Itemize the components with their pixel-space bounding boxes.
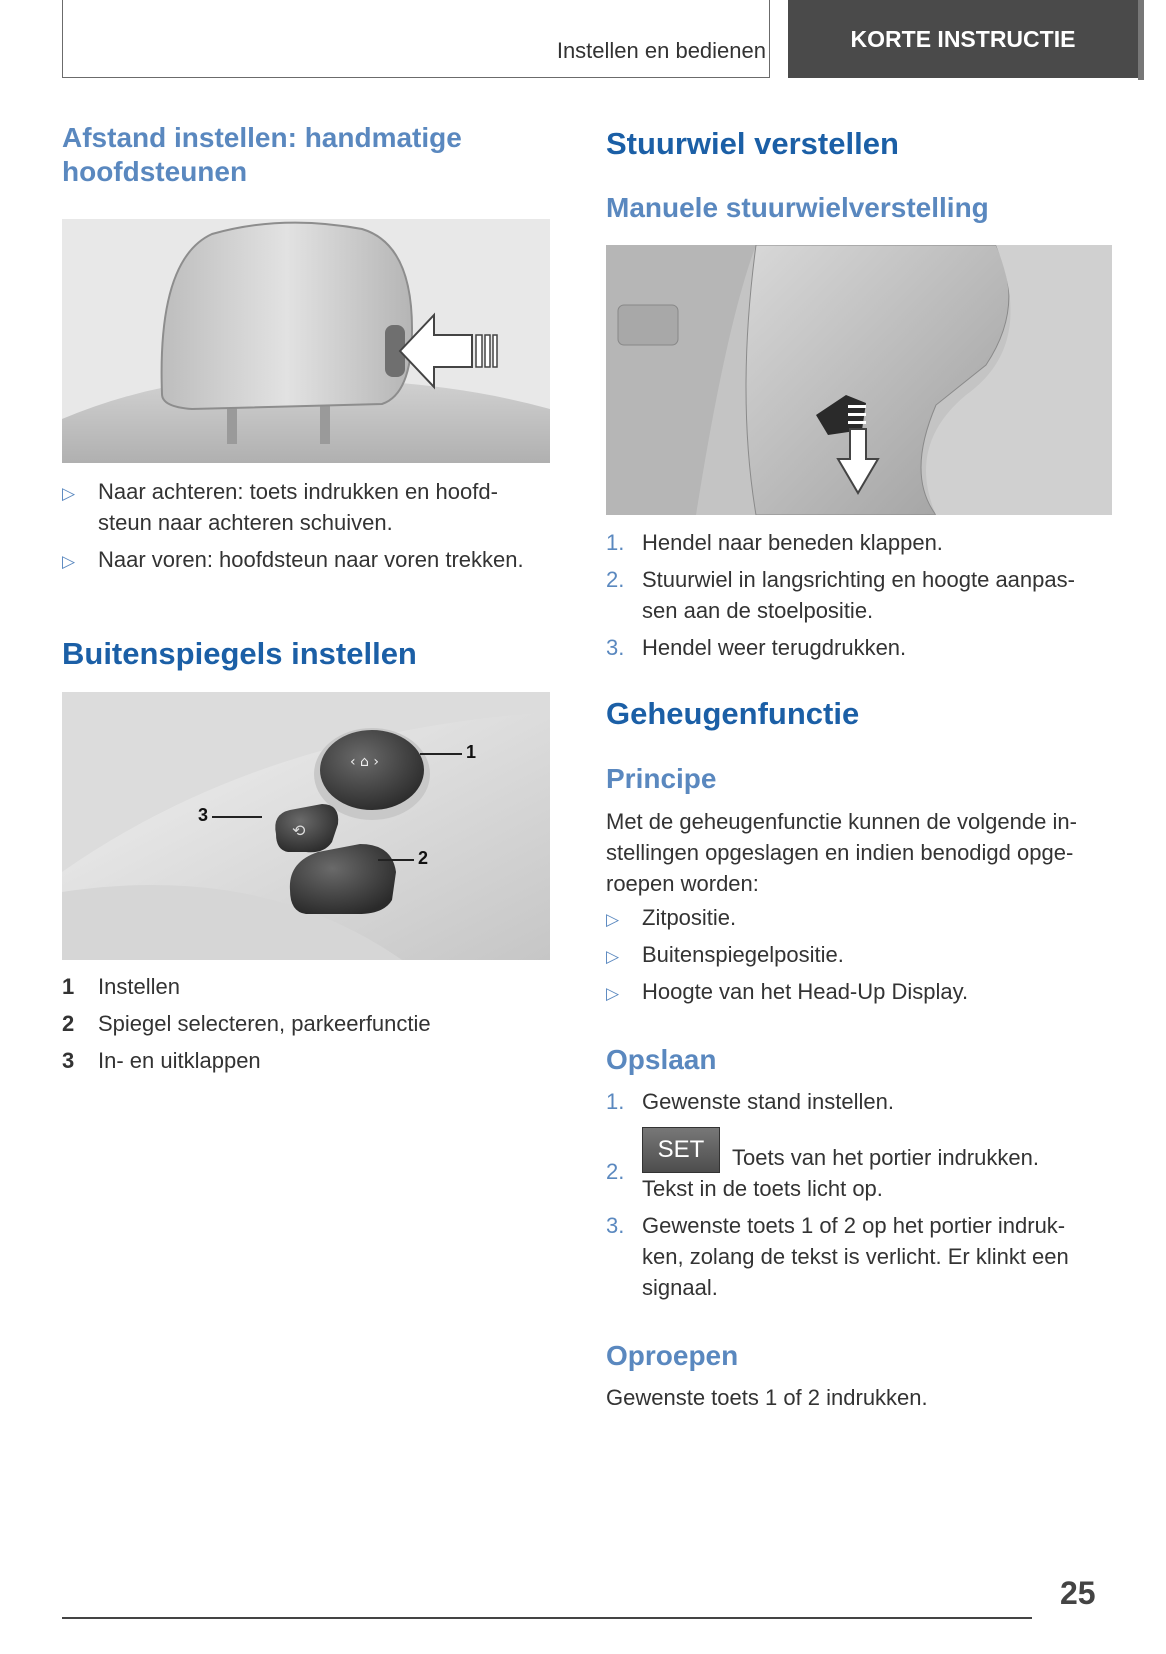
header-section-title: Instellen en bedienen xyxy=(556,38,766,63)
list-item xyxy=(606,564,1106,626)
triangle-bullet-icon: ▷ xyxy=(606,910,620,929)
triangle-bullet-icon: ▷ xyxy=(606,984,620,1003)
footer-rule xyxy=(62,1617,1032,1619)
list-item xyxy=(606,1210,1106,1303)
memory-heading: Geheugenfunctie xyxy=(606,696,860,731)
store-steps xyxy=(606,1086,1106,1303)
legend-number: 3 xyxy=(62,1048,75,1073)
list-item xyxy=(606,1086,1106,1117)
steering-lever-illustration xyxy=(606,245,1112,515)
triangle-bullet-icon: ▷ xyxy=(62,484,76,503)
headrest-heading: Afstand instellen: handmatige hoofdsteunen xyxy=(62,122,462,187)
step-text: Hendel weer terugdrukken. xyxy=(642,635,907,660)
list-item xyxy=(606,939,1106,970)
list-item xyxy=(62,476,542,538)
list-item xyxy=(62,544,542,575)
bullet-text: Zitpositie. xyxy=(642,905,737,930)
step-text: Gewenste toets 1 of 2 op het portier indruk-ken, zolang de tekst is verlicht. Er klinkt een signaal. xyxy=(642,1213,1069,1300)
store-heading: Opslaan xyxy=(606,1044,717,1075)
mirror-control-illustration xyxy=(62,692,550,960)
svg-text:⟲: ⟲ xyxy=(292,821,306,840)
legend-number: 1 xyxy=(62,974,75,999)
principle-text: Met de geheugenfunctie kunnen de volgende in-stellingen opgeslagen en indien benodigd opge-roepen worden: xyxy=(606,809,1077,896)
step-text: Hendel naar beneden klappen. xyxy=(642,530,943,555)
triangle-bullet-icon: ▷ xyxy=(606,947,620,966)
bullet-text: Buitenspiegelpositie. xyxy=(642,942,844,967)
recall-text: Gewenste toets 1 of 2 indrukken. xyxy=(606,1385,928,1410)
principle-bullets xyxy=(606,902,1106,1007)
step-number: 1. xyxy=(606,530,625,555)
list-item xyxy=(62,1045,542,1076)
header-chapter-tab[interactable]: KORTE INSTRUCTIE xyxy=(788,0,1138,78)
list-item xyxy=(606,976,1106,1007)
steering-heading: Stuurwiel verstellen xyxy=(606,126,899,161)
legend-text: Instellen xyxy=(98,974,180,999)
legend-text: Spiegel selecteren, parkeerfunctie xyxy=(98,1011,431,1036)
step-number: 3. xyxy=(606,635,625,660)
step-number: 3. xyxy=(606,1213,625,1238)
step-number: 2. xyxy=(606,1159,625,1184)
step-text: Tekst in de toets licht op. xyxy=(642,1176,883,1201)
callout-3: 3 xyxy=(198,805,209,825)
step-text: Toets van het portier indrukken. xyxy=(732,1145,1039,1170)
recall-heading: Oproepen xyxy=(606,1340,739,1371)
set-button-icon: SET xyxy=(642,1127,720,1173)
steering-subheading: Manuele stuurwielverstelling xyxy=(606,192,989,223)
bullet-text: Hoogte van het Head-Up Display. xyxy=(642,979,969,1004)
headrest-bullet-back: Naar achteren: toets indrukken en hoofd-steun naar achteren schuiven. xyxy=(98,479,498,535)
mirrors-heading: Buitenspiegels instellen xyxy=(62,636,417,671)
mirrors-legend xyxy=(62,971,542,1076)
list-item xyxy=(62,971,542,1002)
header-tab-edge xyxy=(1138,0,1144,80)
triangle-bullet-icon: ▷ xyxy=(62,552,76,571)
svg-text:‹ ⌂ ›: ‹ ⌂ › xyxy=(350,754,379,770)
list-item xyxy=(606,902,1106,933)
legend-number: 2 xyxy=(62,1011,75,1036)
steering-steps xyxy=(606,527,1106,663)
principle-heading: Principe xyxy=(606,763,717,794)
legend-text: In- en uitklappen xyxy=(98,1048,261,1073)
step-text: Gewenste stand instellen. xyxy=(642,1089,894,1114)
list-item xyxy=(606,527,1106,558)
step-text: Stuurwiel in langsrichting en hoogte aanpas-sen aan de stoelpositie. xyxy=(642,567,1075,623)
headrest-bullet-list xyxy=(62,476,542,575)
headrest-illustration xyxy=(62,219,550,463)
list-item xyxy=(606,632,1106,663)
page-number: 25 xyxy=(1060,1575,1096,1611)
callout-2: 2 xyxy=(418,848,429,868)
list-item xyxy=(62,1008,542,1039)
headrest-bullet-front: Naar voren: hoofdsteun naar voren trekken. xyxy=(98,547,524,572)
list-item xyxy=(606,1127,1106,1204)
callout-1: 1 xyxy=(466,742,477,762)
step-number: 2. xyxy=(606,567,625,592)
step-number: 1. xyxy=(606,1089,625,1114)
